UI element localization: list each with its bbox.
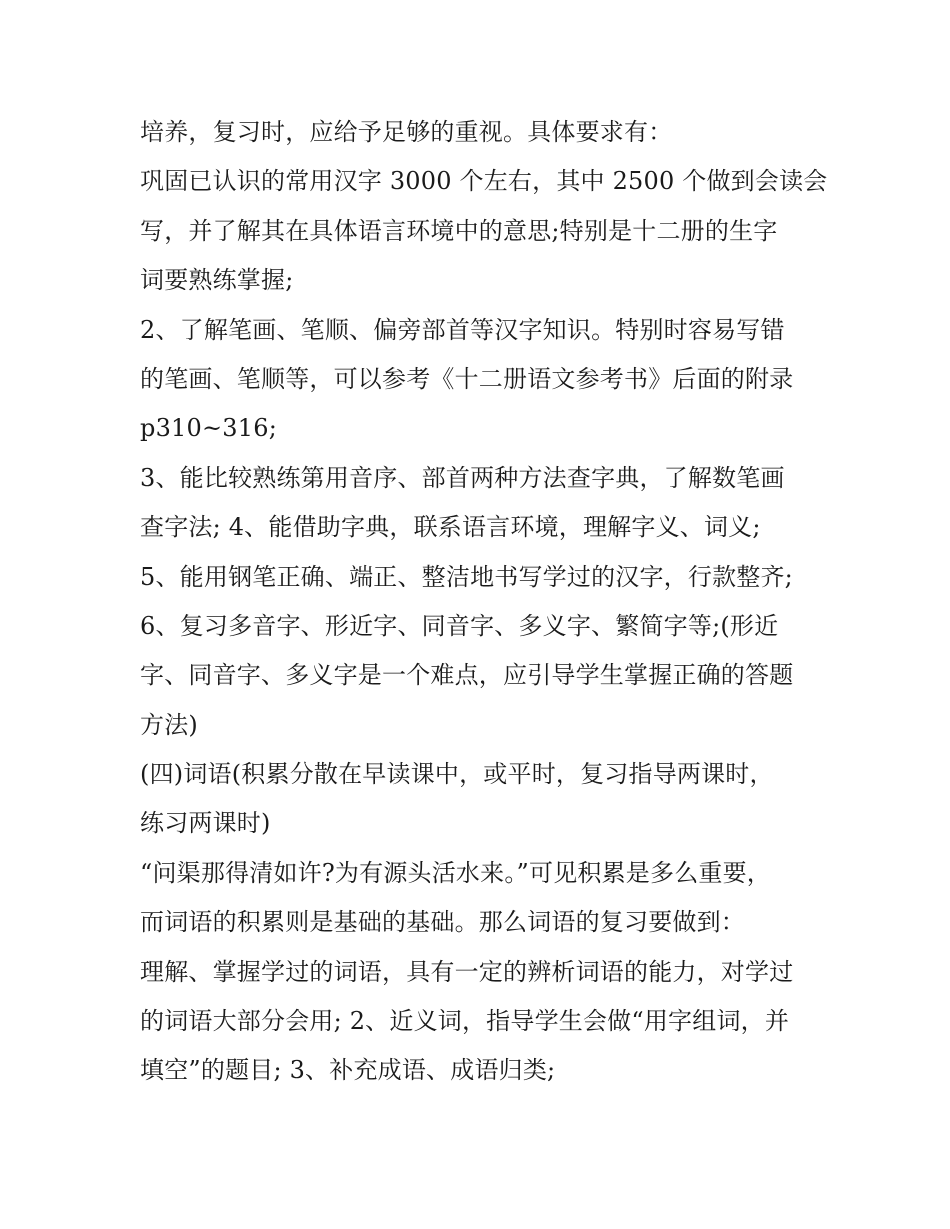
text-line: 写，并了解其在具体语言环境中的意思;特别是十二册的生字 (140, 216, 778, 245)
text-line: 2、了解笔画、笔顺、偏旁部首等汉字知识。特别时容易写错 (140, 315, 785, 344)
text-line: 字、同音字、多义字是一个难点，应引导学生掌握正确的答题 (140, 661, 794, 690)
text-line: 练习两课时) (140, 809, 271, 838)
text-line: 5、能用钢笔正确、端正、整洁地书写学过的汉字，行款整齐; (140, 562, 793, 591)
text-line: 填空”的题目; 3、补充成语、成语归类; (140, 1056, 556, 1085)
text-line: 词要熟练掌握; (140, 266, 294, 295)
text-line: 的笔画、笔顺等，可以参考《十二册语文参考书》后面的附录 (140, 364, 794, 393)
text-line: 培养，复习时，应给予足够的重视。具体要求有： (140, 118, 673, 146)
text-line: “问渠那得清如许?为有源头活水来。”可见积累是多么重要， (140, 858, 772, 887)
text-line: 的词语大部分会用; 2、近义词，指导学生会做“用字组词，并 (140, 1007, 790, 1036)
text-line: 而词语的积累则是基础的基础。那么词语的复习要做到： (140, 908, 745, 937)
text-line: 3、能比较熟练第用音序、部首两种方法查字典，了解数笔画 (140, 463, 785, 492)
text-line: 巩固已认识的常用汉字 3000 个左右，其中 2500 个做到会读会 (140, 167, 828, 196)
text-line: 方法) (140, 710, 198, 739)
document-body (140, 108, 830, 1096)
text-line: 6、复习多音字、形近字、同音字、多义字、繁简字等;(形近 (140, 611, 779, 640)
text-line: 理解、掌握学过的词语，具有一定的辨析词语的能力，对学过 (140, 957, 794, 986)
text-line: p310~316; (140, 414, 277, 443)
text-line: 查字法; 4、能借助字典，联系语言环境，理解字义、词义; (140, 513, 761, 542)
text-line: (四)词语(积累分散在早读课中，或平时，复习指导两课时， (140, 760, 774, 789)
